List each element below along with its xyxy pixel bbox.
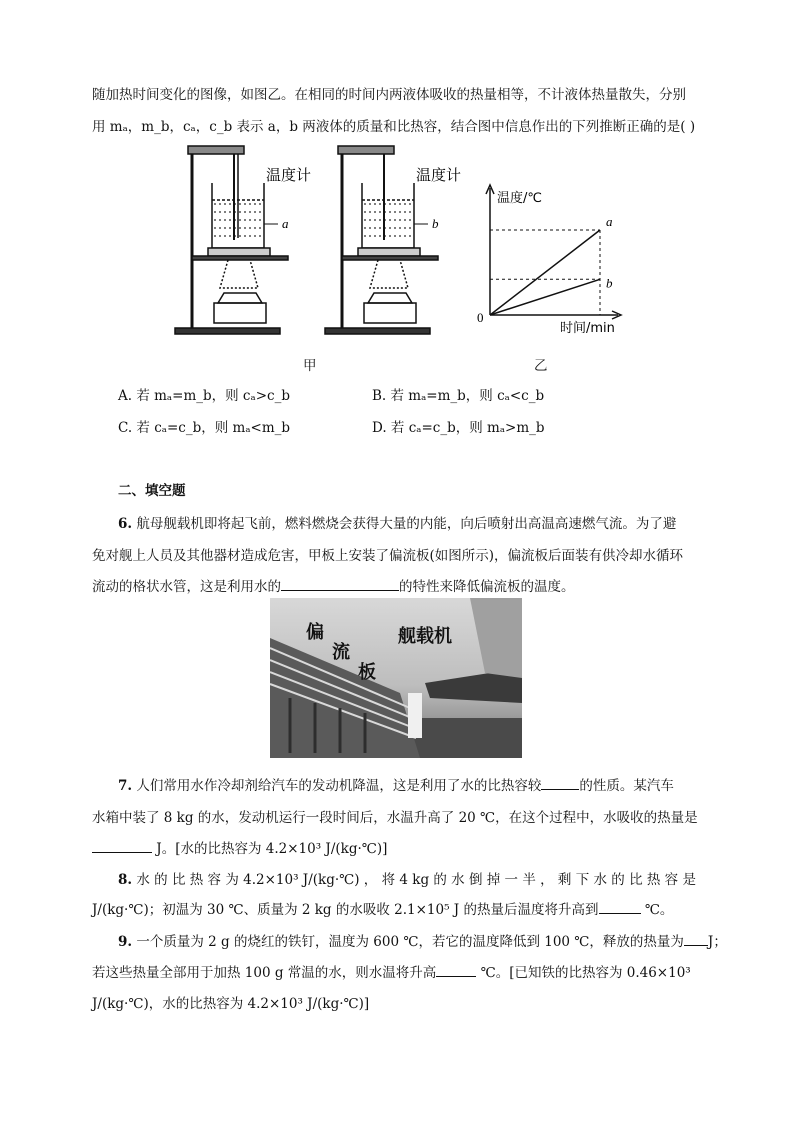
deflector-photo [270,598,522,758]
q7-text-1b: 的性质。某汽车 [579,778,674,794]
intro-line-1: 随加热时间变化的图像，如图乙。在相同的时间内两液体吸收的热量相等，不计液体热量散失，分别 [92,87,686,103]
q9-line-3: J/(kg·℃)，水的比热容为 4.2×10³ J/(kg·℃)] [92,996,370,1012]
q9-text-1a: 一个质量为 2 g 的烧红的铁钉，温度为 600 ℃，若它的温度降低到 100 ℃，释放的热量为 [136,934,684,950]
option-a: A. 若 mₐ=m_b，则 cₐ>c_b [118,388,290,404]
q9-text-1b: J； [707,934,727,950]
photo-label-pian: 偏 [306,622,324,643]
q6-text-3a: 流动的格状水管，这是利用水的 [92,579,281,595]
series-b-line [490,279,600,315]
q6-line-1 [118,512,676,532]
q7-text-3: J。[水的比热容为 4.2×10³ J/(kg·℃)] [156,841,388,857]
q8-blank[interactable] [599,901,641,914]
q8-text-1: 水 的 比 热 容 为 4.2×10³ J/(kg·℃) ， 将 4 kg 的 水 倒 掉 一 半 ， 剩 下 水 的 比 热 容 是 [136,872,696,888]
liquid-a-label: a [282,216,289,231]
y-axis-label: 温度/℃ [497,191,542,206]
intro-line-2: 用 mₐ，m_b，cₐ，c_b 表示 a，b 两液体的质量和比热容，结合图中信息作出的下列推断正确的是( ) [92,119,696,135]
q7-line-2: 水箱中装了 8 kg 的水，发动机运行一段时间后，水温升高了 20 ℃，在这个过程中，水吸收的热量是 [92,810,698,826]
photo-label-ban: 板 [358,662,376,683]
q6-line-3 [92,575,575,595]
q6-text-3b: 的特性来降低偏流板的温度。 [399,579,575,595]
apparatus-figure [170,138,470,338]
q7-line-1 [118,774,674,794]
section-title: 二、填空题 [118,483,186,499]
q7-blank-1[interactable] [541,777,579,790]
temperature-time-chart [470,180,630,340]
x-axis-label: 时间/min [560,321,615,336]
thermometer-label-a: 温度计 [266,166,312,184]
q7-blank-2[interactable] [92,840,152,853]
option-c: C. 若 cₐ=c_b，则 mₐ<m_b [118,420,291,436]
photo-label-jianzaiji: 舰载机 [398,626,452,647]
option-d: D. 若 cₐ=c_b，则 mₐ>m_b [372,420,545,436]
q9-line-2 [92,961,691,981]
q9-text-2b: ℃。[已知铁的比热容为 0.46×10³ [480,965,691,981]
series-b-label: b [606,275,613,291]
q8-text-2b: ℃。 [644,902,674,918]
series-a-label: a [606,214,613,229]
q7-number: 7. [118,778,133,794]
origin-label: 0 [477,310,484,325]
q8-line-1 [118,868,696,888]
q7-text-1a: 人们常用水作冷却剂给汽车的发动机降温，这是利用了水的比热容较 [136,778,542,794]
q6-text-1: 航母舰载机即将起飞前，燃料燃烧会获得大量的内能，向后喷射出高温高速燃气流。为了避 [136,516,677,532]
q6-line-2: 免对舰上人员及其他器材造成危害，甲板上安装了偏流板(如图所示)，偏流板后面装有供冷却水循环 [92,548,684,564]
q6-number: 6. [118,516,133,532]
caption-yi: 乙 [534,358,548,374]
q9-text-2a: 若这些热量全部用于加热 100 g 常温的水，则水温将升高 [92,965,437,981]
photo-label-liu: 流 [332,642,350,663]
q8-text-2a: J/(kg·℃)；初温为 30 ℃、质量为 2 kg 的水吸收 2.1×10⁵ J 的热量后温度将升高到 [92,902,599,918]
q9-blank-1[interactable] [684,933,708,946]
q8-line-2 [92,898,673,918]
q9-line-1 [118,930,727,950]
q8-number: 8. [118,872,133,888]
series-a-line [490,230,600,315]
q7-line-3 [92,837,387,857]
option-b: B. 若 mₐ=m_b，则 cₐ<c_b [372,388,545,404]
thermometer-label-b: 温度计 [416,166,462,184]
q9-number: 9. [118,934,133,950]
q9-blank-2[interactable] [436,964,476,977]
liquid-b-label: b [432,216,439,231]
caption-jia: 甲 [303,358,317,374]
q6-answer-blank[interactable] [281,578,399,591]
